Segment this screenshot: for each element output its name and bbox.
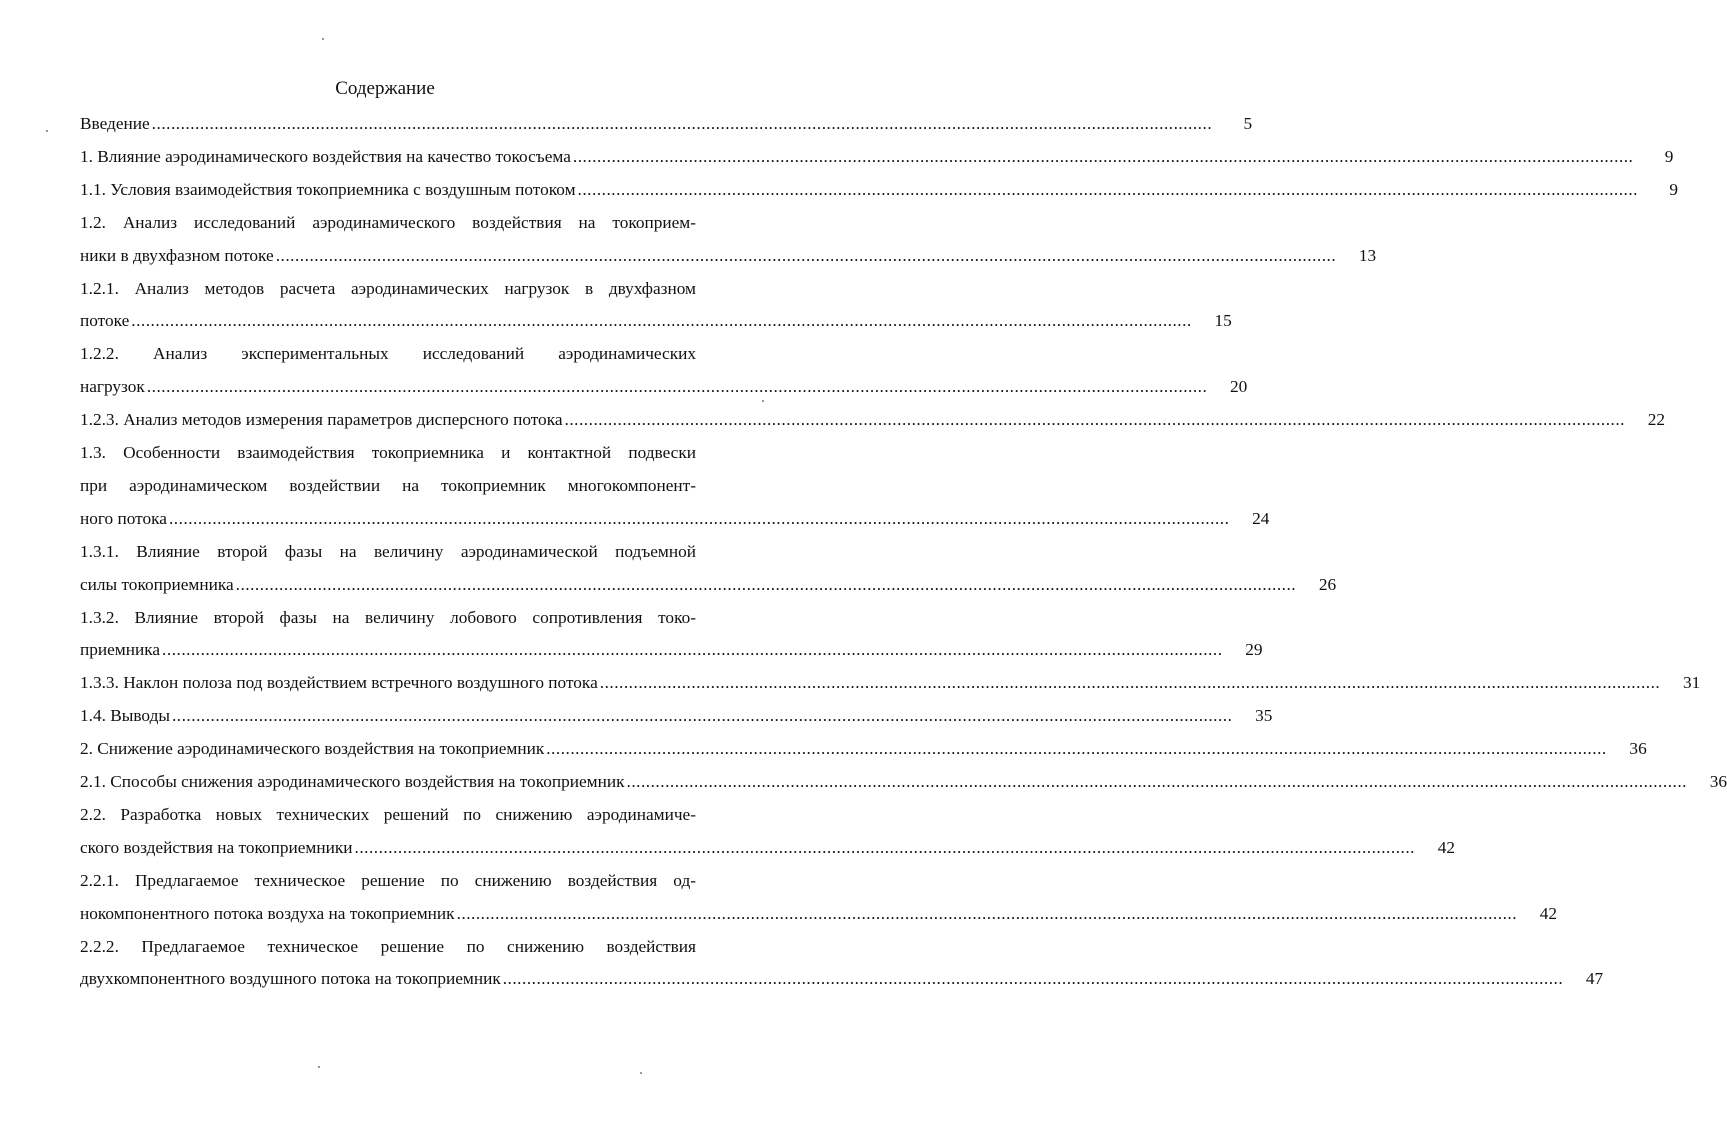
toc-entry	[80, 144, 1674, 170]
dot-leader: ............................................................................................................................................................................................................................	[626, 772, 1687, 791]
dot-leader: ............................................................................................................................................................................................................................	[131, 311, 1192, 331]
toc-entry	[80, 407, 1665, 433]
toc-entry	[80, 901, 1558, 927]
toc-entry-text: двухкомпонентного воздушного потока на токоприемник	[80, 969, 501, 989]
toc-entry-text: ского воздействия на токоприемники	[80, 837, 353, 857]
toc-entry-line	[80, 539, 696, 565]
toc-page-number: 42	[1437, 837, 1455, 857]
toc-entry-text: 1.1. Условия взаимодействия токоприемника с воздушным потоком	[80, 179, 576, 199]
scan-speck	[318, 1066, 320, 1068]
toc-entry-text: 1.3.1. Влияние второй фазы на величину аэродинамической подъемной	[80, 541, 696, 561]
dot-leader: ............................................................................................................................................................................................................................	[572, 146, 1634, 166]
toc-entry-line	[80, 473, 696, 499]
toc-entry-text: при аэродинамическом воздействии на токоприемник многокомпонент-	[80, 475, 696, 495]
toc-page-number: 42	[1539, 903, 1558, 923]
dot-leader: ............................................................................................................................................................................................................................	[354, 837, 1415, 857]
toc-entry-text: 2.2.1. Предлагаемое техническое решение по снижению воздействия од-	[80, 870, 696, 890]
toc-entry-text: 1.3. Особенности взаимодействия токоприемника и контактной подвески	[80, 443, 696, 462]
toc-entry-text: ники в двухфазном потоке	[80, 245, 274, 265]
toc-entry	[80, 637, 1263, 663]
toc-entry-line	[80, 605, 696, 631]
dot-leader: ............................................................................................................................................................................................................................	[599, 673, 1661, 693]
toc-page-number: 5	[1243, 114, 1253, 133]
dot-leader: ............................................................................................................................................................................................................................	[162, 640, 1223, 660]
toc-entry	[80, 703, 1273, 729]
toc-entry-text: 1.2.2. Анализ экспериментальных исследований аэродинамических	[80, 344, 696, 364]
toc-entry-text: 2.2. Разработка новых технических решений по снижению аэродинамиче-	[80, 804, 696, 824]
toc-entry	[80, 572, 1337, 598]
toc-page-number: 36	[1709, 772, 1727, 791]
scan-speck	[322, 38, 324, 40]
toc-page-number: 36	[1629, 739, 1647, 759]
toc-entry	[80, 111, 1253, 137]
toc-entry-text: нокомпонентного потока воздуха на токоприемник	[80, 903, 455, 923]
toc-page-number: 9	[1664, 146, 1674, 166]
toc-page-number: 22	[1647, 410, 1665, 430]
toc-entry	[80, 769, 1727, 795]
toc-entry-text: 2.1. Способы снижения аэродинамического воздействия на токоприемник	[80, 772, 625, 791]
toc-entry	[80, 374, 1248, 400]
toc-entry-text: 1.2.3. Анализ методов измерения параметров дисперсного потока	[80, 410, 563, 430]
toc-entry-line	[80, 341, 696, 367]
dot-leader: ............................................................................................................................................................................................................................	[577, 179, 1638, 199]
toc-entry-text: 2.2.2. Предлагаемое техническое решение по снижению воздействия	[80, 936, 696, 956]
toc-entry-text: 1.2. Анализ исследований аэродинамического воздействия на токоприем-	[80, 212, 696, 232]
toc-entry	[80, 177, 1678, 203]
toc-entry-text: 1.2.1. Анализ методов расчета аэродинамических нагрузок в двухфазном	[80, 278, 696, 298]
toc-entry	[80, 506, 1270, 532]
toc-entry-line	[80, 868, 696, 894]
page-title: Содержание	[335, 78, 435, 99]
toc-entry-text: 2. Снижение аэродинамического воздействия на токоприемник	[80, 739, 545, 759]
dot-leader: ............................................................................................................................................................................................................................	[146, 377, 1208, 397]
toc-entry-line	[80, 802, 696, 828]
toc-entry-text: 1. Влияние аэродинамического воздействия на качество токосъема	[80, 146, 571, 166]
toc-entry-text: 1.4. Выводы	[80, 706, 170, 726]
toc-page-number: 13	[1358, 245, 1377, 265]
toc-entry-text: нагрузок	[80, 377, 145, 397]
dot-leader: ............................................................................................................................................................................................................................	[564, 410, 1625, 430]
toc-entry	[80, 670, 1701, 696]
toc-entry	[80, 736, 1647, 762]
toc-entry	[80, 966, 1604, 992]
scan-speck	[640, 1072, 642, 1074]
toc-page-number: 31	[1682, 673, 1701, 693]
dot-leader: ............................................................................................................................................................................................................................	[235, 574, 1297, 594]
dot-leader: ............................................................................................................................................................................................................................	[456, 903, 1518, 923]
dot-leader: ............................................................................................................................................................................................................................	[168, 508, 1230, 528]
toc-entry-text: потоке	[80, 311, 130, 331]
toc-page-number: 24	[1252, 508, 1270, 528]
toc-entry	[80, 308, 1232, 334]
toc-entry-line	[80, 210, 696, 236]
toc-entry-line	[80, 276, 696, 302]
toc-entry-text: приемника	[80, 640, 161, 660]
toc-entry	[80, 243, 1377, 269]
toc-entry-line	[80, 934, 696, 960]
toc-entry	[80, 835, 1455, 861]
toc-entry-text: 1.3.3. Наклон полоза под воздействием встречного воздушного потока	[80, 673, 598, 693]
dot-leader: ............................................................................................................................................................................................................................	[171, 706, 1233, 726]
scan-speck	[46, 130, 48, 132]
dot-leader: ............................................................................................................................................................................................................................	[502, 969, 1564, 989]
toc-page-number: 9	[1669, 179, 1678, 199]
dot-leader: ............................................................................................................................................................................................................................	[151, 114, 1213, 133]
toc-page-number: 47	[1585, 969, 1604, 989]
toc-entry-text: ного потока	[80, 508, 167, 528]
toc-page-number: 15	[1214, 311, 1232, 331]
toc-entry-line	[80, 440, 696, 466]
toc-entry-text: Введение	[80, 114, 150, 133]
toc-entry-text: 1.3.2. Влияние второй фазы на величину лобового сопротивления токо-	[80, 607, 696, 627]
toc-entry-text: силы токоприемника	[80, 574, 234, 594]
toc-page-number: 26	[1318, 574, 1337, 594]
dot-leader: ............................................................................................................................................................................................................................	[275, 245, 1337, 265]
scan-speck	[762, 400, 764, 402]
toc-page-number: 35	[1255, 706, 1273, 726]
dot-leader: ............................................................................................................................................................................................................................	[546, 739, 1607, 759]
toc-page-number: 29	[1245, 640, 1263, 660]
toc-page-number: 20	[1230, 377, 1248, 397]
